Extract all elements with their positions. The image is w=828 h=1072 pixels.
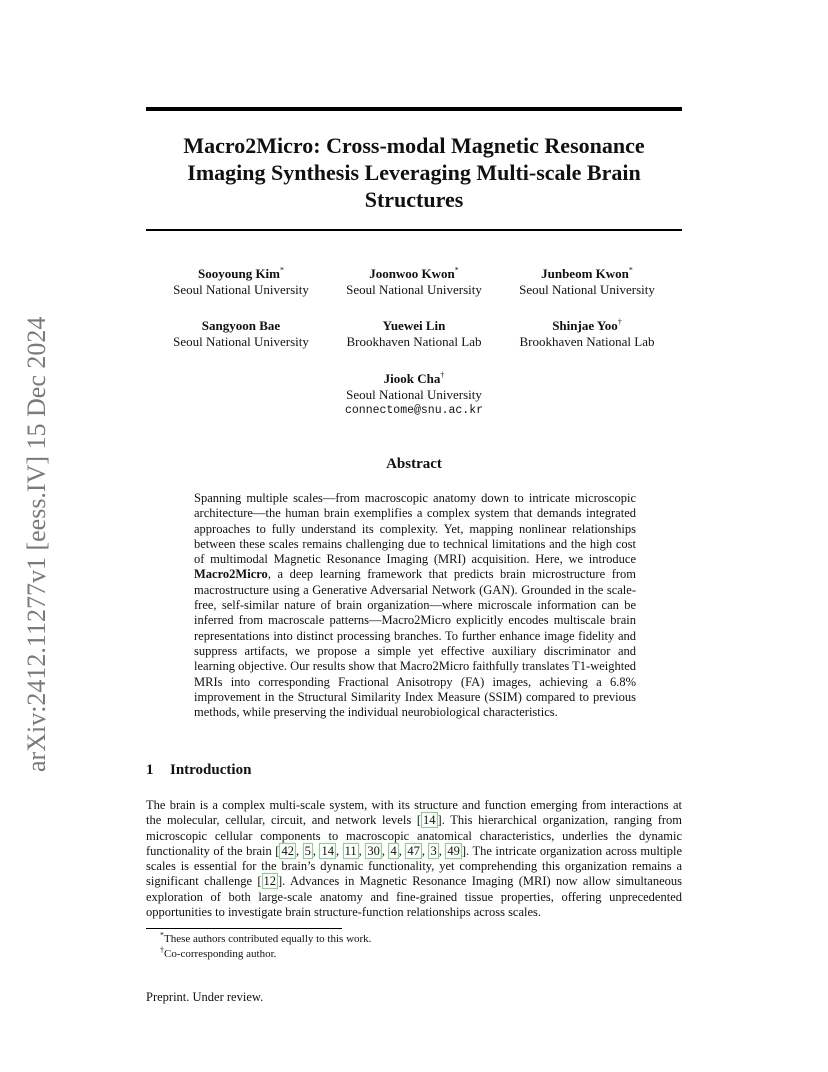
citation-link[interactable]: 5 (304, 843, 311, 858)
author-affiliation: Seoul National University (346, 387, 482, 402)
author-block (319, 266, 509, 298)
author-name: Joonwoo Kwon* (369, 265, 459, 281)
intro-paragraph: The brain is a complex multi-scale system, with its structure and function emerging from interactions at the molecular, cellular, circuit, and network levels [ 14 ]. This hierarchical organization, ranging from microscopic cellular components to macroscopic anatomical characteristics, underlies the dynamic functionality of the brain [ 42 , 5 , 14 , 11 , 30 , 4 , 47 , 3 , 49 ]. The intricate organization across multiple scales is essential for the brain’s dynamic functionality, yet comprehending this organization remains a significant challenge [ 12 ]. Advances in Magnetic Resonance Imaging (MRI) now allow simultaneous exploration of both large-scale anatomy and fine-grained tissue properties, offering unprecedented opportunities to investigate brain structure-function relationships across scales. (146, 798, 683, 920)
citation-link[interactable]: 14 (423, 813, 436, 828)
author-affiliation: Seoul National University (519, 282, 655, 297)
footnote-rule (146, 928, 342, 929)
section-title: Introduction (170, 762, 252, 778)
author-affiliation: Seoul National University (173, 282, 309, 297)
author-affiliation: Brookhaven National Lab (519, 334, 655, 349)
citation-link[interactable]: 11 (344, 843, 357, 858)
author-affiliation: Seoul National University (173, 334, 309, 349)
title-top-rule (146, 107, 682, 111)
abstract-body: Spanning multiple scales—from macroscopic anatomy down to intricate microscopic architecture—the human brain exemplifies a complex system that demands integrated approaches to fully understand its complexity. Yet, mapping nonlinear relationships between these scales remains challenging due to technical limitations and the high cost of multimodal Magnetic Resonance Imaging (MRI) acquisition. Here, we introduce Macro2Micro, a deep learning framework that predicts brain microstructure from macrostructure using a Generative Adversarial Network (GAN). Grounded in the scale-free, self-similar nature of brain organization—where microscale information can be inferred from macroscale patterns—Macro2Micro explicitly encodes multiscale brain representations into distinct processing branches. To further enhance image fidelity and suppress artifacts, we propose a simple yet effective auxiliary discriminator and learning objective. Our results show that Macro2Micro faithfully translates T1-weighted MRIs into corresponding Fractional Anisotropy (FA) images, achieving a 6.8% improvement in the Structural Similarity Index Measure (SSIM) compared to previous methods, while preserving the individual neurobiological characteristics. (194, 491, 637, 720)
citation-link[interactable]: 47 (407, 843, 420, 858)
section-number: 1 (146, 762, 154, 778)
author-block (492, 318, 682, 350)
title-bottom-rule (146, 229, 682, 231)
author-name: Junbeom Kwon* (541, 265, 633, 281)
footnote: *These authors contributed equally to this work. (160, 930, 372, 945)
author-block (492, 266, 682, 298)
citation-link[interactable]: 42 (281, 843, 294, 858)
author-email[interactable]: connectome@snu.ac.kr (344, 404, 484, 417)
citation-link[interactable]: 14 (321, 843, 334, 858)
author-name: Jiook Cha† (383, 370, 445, 386)
citation-link[interactable]: 30 (367, 843, 380, 858)
author-name: Shinjae Yoo† (552, 317, 622, 333)
author-affiliation: Brookhaven National Lab (346, 334, 482, 349)
citation-link[interactable]: 49 (447, 843, 460, 858)
paper-title: Macro2Micro: Cross-modal Magnetic Resonance Imaging Synthesis Leveraging Multi-scale Brain Structures (183, 133, 645, 212)
abstract-heading: Abstract (386, 456, 442, 472)
citation-link[interactable]: 3 (430, 843, 437, 858)
citation-link[interactable]: 12 (263, 874, 277, 889)
section-heading (146, 762, 251, 779)
author-name: Sangyoon Bae (201, 318, 281, 333)
author-affiliation: Seoul National University (346, 282, 482, 297)
footnote: †Co-corresponding author. (160, 945, 277, 960)
author-block (146, 318, 336, 350)
preprint-notice: Preprint. Under review. (146, 990, 264, 1004)
author-block (146, 266, 336, 298)
author-name: Sooyoung Kim* (198, 265, 284, 281)
citation-link[interactable]: 4 (390, 843, 397, 858)
author-name: Yuewei Lin (382, 318, 446, 333)
author-block (319, 318, 509, 350)
arxiv-identifier: arXiv:2412.11277v1 [eess.IV] 15 Dec 2024 (22, 316, 51, 772)
author-block (319, 371, 509, 419)
